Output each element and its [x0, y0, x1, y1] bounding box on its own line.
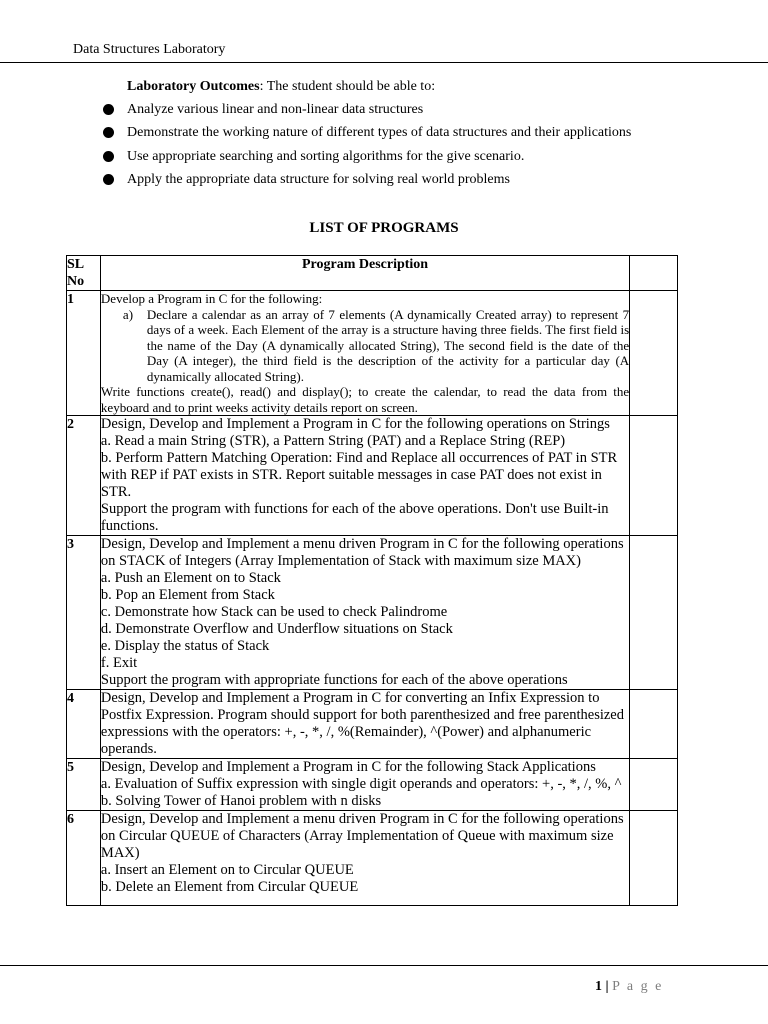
page-separator: |	[602, 979, 613, 994]
row-line: Design, Develop and Implement a Program in C for converting an Infix Expression to Postfix Expression. Program should support for both parenthesized and free parenthesized expressions with the operators: +, -, *, /, %(Remainder), ^(Power) and alphanumeric operands.	[100, 690, 624, 757]
row-line: e. Display the status of Stack	[100, 638, 270, 654]
outcome-item	[103, 101, 631, 124]
row-description	[100, 536, 629, 690]
outcome-text: Use appropriate searching and sorting algorithms for the give scenario.	[127, 148, 525, 164]
row-line: Support the program with functions for each of the above operations. Don't use Built-in functions.	[100, 501, 609, 534]
programs-table	[66, 255, 678, 906]
row-outro: Write functions create(), read() and display(); to create the calendar, to read the data from the keyboard and to print weeks activity details report on screen.	[100, 384, 630, 415]
row-number: 4	[67, 690, 101, 759]
subitem-label: a)	[122, 306, 134, 322]
outcome-item	[103, 171, 631, 194]
row-extra	[630, 811, 678, 906]
row-line: a. Read a main String (STR), a Pattern String (PAT) and a Replace String (REP)	[100, 433, 566, 449]
row-line: Design, Develop and Implement a Program in C for the following Stack Applications	[100, 759, 596, 775]
table-row	[67, 690, 678, 759]
row-number: 1	[67, 291, 101, 416]
row-line: Design, Develop and Implement a Program in C for the following operations on Strings	[100, 416, 610, 432]
row-line: b. Pop an Element from Stack	[100, 587, 275, 603]
header-divider	[0, 62, 768, 63]
outcome-text: Analyze various linear and non-linear data structures	[127, 102, 424, 117]
outcome-item	[103, 148, 631, 171]
row-line: b. Solving Tower of Hanoi problem with n disks	[100, 793, 382, 809]
description-header: Program Description	[100, 256, 629, 291]
row-line: Support the program with appropriate functions for each of the above operations	[100, 672, 568, 688]
footer-divider	[0, 965, 768, 966]
table-header-row	[67, 256, 678, 291]
row-extra	[630, 416, 678, 536]
subitem-text: Declare a calendar as an array of 7 elements (A dynamically Created array) to represent 7 days of a week. Each Element of the array is a structure having three fields. The first field is the name of the Day (A dynamically allocated String), The second field is the date of the Day (A integer), the third field is the description of the activity for a particular day (A dynamically allocated String).	[146, 306, 630, 384]
outcomes-heading-bold: Laboratory Outcomes	[127, 79, 260, 94]
page-number-value: 1	[595, 979, 602, 994]
list-of-programs-title: LIST OF PROGRAMS	[309, 220, 459, 236]
bullet-icon	[103, 151, 114, 162]
row-description	[100, 291, 629, 416]
bullet-icon	[103, 104, 114, 115]
row-number: 3	[67, 536, 101, 690]
table-row	[67, 536, 678, 690]
page-number	[595, 979, 663, 995]
row-line: c. Demonstrate how Stack can be used to check Palindrome	[100, 604, 448, 620]
row-description	[100, 759, 629, 811]
sl-no-header: SL No	[67, 256, 101, 291]
outcomes-list	[103, 101, 631, 194]
row-line: b. Perform Pattern Matching Operation: Find and Replace all occurrences of PAT in STR with REP if PAT exists in STR. Report suitable messages in case PAT does not exist in STR.	[100, 450, 618, 500]
page-label: P a g e	[612, 979, 664, 994]
row-subitem	[101, 307, 629, 385]
row-line: d. Demonstrate Overflow and Underflow situations on Stack	[100, 621, 453, 637]
row-line: b. Delete an Element from Circular QUEUE	[100, 879, 359, 895]
row-intro: Develop a Program in C for the following:	[100, 291, 323, 306]
row-description	[100, 416, 629, 536]
bullet-icon	[103, 127, 114, 138]
table-row	[67, 291, 678, 416]
outcomes-heading	[127, 79, 435, 95]
outcome-text: Apply the appropriate data structure for solving real world problems	[127, 171, 510, 187]
row-extra	[630, 759, 678, 811]
row-extra	[630, 291, 678, 416]
row-line: f. Exit	[100, 655, 138, 671]
row-extra	[630, 690, 678, 759]
bullet-icon	[103, 174, 114, 185]
row-description	[100, 811, 629, 906]
row-extra	[630, 536, 678, 690]
table-row	[67, 811, 678, 906]
table-row	[67, 759, 678, 811]
running-header: Data Structures Laboratory	[73, 42, 226, 57]
row-number: 2	[67, 416, 101, 536]
row-line: Design, Develop and Implement a menu driven Program in C for the following operations on STACK of Integers (Array Implementation of Stack with maximum size MAX)	[100, 536, 624, 569]
outcome-text: Demonstrate the working nature of different types of data structures and their applications	[127, 125, 632, 141]
outcome-item	[103, 124, 631, 147]
row-description	[100, 690, 629, 759]
row-line: a. Insert an Element on to Circular QUEUE	[100, 862, 354, 878]
row-number: 5	[67, 759, 101, 811]
row-line: a. Evaluation of Suffix expression with single digit operands and operators: +, -, *, /, %, ^	[100, 776, 622, 792]
row-number: 6	[67, 811, 101, 906]
row-line: a. Push an Element on to Stack	[100, 570, 281, 586]
row-line: Design, Develop and Implement a menu driven Program in C for the following operations on Circular QUEUE of Characters (Array Implementation of Queue with maximum size MAX)	[100, 811, 624, 861]
table-row	[67, 416, 678, 536]
extra-header	[630, 256, 678, 291]
outcomes-heading-rest: : The student should be able to:	[259, 79, 436, 94]
